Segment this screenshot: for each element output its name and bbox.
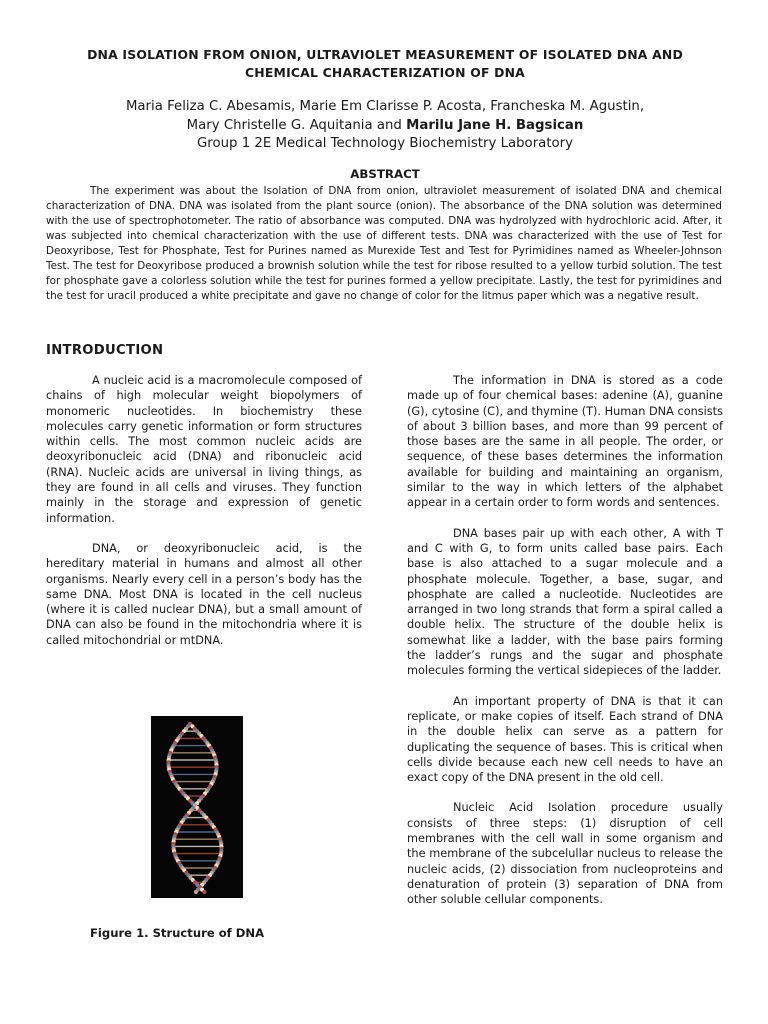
intro-paragraph: A nucleic acid is a macromolecule composed of chains of high molecular weight biopolymers of monomeric nucleotides. In biochemistry these molecules carry genetic information or form structures within cells. The most common nucleic acids are deoxyribonucleic acid (DNA) and ribonucleic acid (RNA). Nucleic acids are universal in living things, as they are found in all cells and viruses. They function mainly in the storage and expression of genetic information.: [46, 374, 362, 525]
affiliation: Group 1 2E Medical Technology Biochemistry Laboratory: [196, 136, 573, 151]
authors-line-2: [40, 117, 730, 136]
introduction-heading: INTRODUCTION: [46, 343, 164, 358]
title-line-1: DNA ISOLATION FROM ONION, ULTRAVIOLET MEASUREMENT OF ISOLATED DNA AND: [87, 47, 683, 62]
left-column: [46, 373, 362, 663]
figure-caption: Figure 1. Structure of DNA: [90, 926, 265, 940]
authors-line-2-start: Mary Christelle G. Aquitania and: [186, 117, 402, 133]
title-line-2: CHEMICAL CHARACTERIZATION OF DNA: [245, 65, 525, 80]
backbone-atom: [202, 890, 206, 894]
dna-helix-image: [151, 716, 243, 898]
backbone-atom: [194, 890, 198, 894]
paper-title: [40, 46, 730, 82]
abstract-body: The experiment was about the Isolation of DNA from onion, ultraviolet measurement of isolated DNA and chemical characterization of DNA. DNA was isolated from the plant source (onion). The absorbance of the DNA solution was determined with the use of spectrophotometer. The ratio of absorbance was computed. DNA was hydrolyzed with hydrochloric acid. After, it was subjected into chemical characterization with the use of different tests. DNA was characterized with the use of Test for Deoxyribose, Test for Phosphate, Test for Purines named as Murexide Test and Test for Pyrimidines named as Wheeler-Johnson Test. The test for Deoxyribose produced a brownish solution while the test for ribose resulted to a yellow turbid solution. The test for phosphate gave a colorless solution while the test for purines formed a yellow precipitate. Lastly, the test for pyrimidines and the test for uracil produced a white precipitate and gave no change of color for the litmus paper which was a negative result.: [46, 185, 722, 302]
corresponding-author: Marilu Jane H. Bagsican: [406, 117, 584, 133]
authors-line-1: Maria Feliza C. Abesamis, Marie Em Clarisse P. Acosta, Francheska M. Agustin,: [125, 99, 645, 114]
intro-paragraph: The information in DNA is stored as a code made up of four chemical bases: adenine (A), guanine (G), cytosine (C), and thymine (T). Human DNA consists of about 3 billion bases, and more than 99 percent of those bases are the same in all people. The order, or sequence, of these bases determines the information available for building and maintaining an organism, similar to the way in which letters of the alphabet appear in a certain order to form words and sentences.: [407, 374, 723, 510]
author-block: [40, 98, 730, 154]
dna-helix-figure: [151, 716, 243, 898]
intro-paragraph: DNA bases pair up with each other, A with T and C with G, to form units called base pairs. Each base is also attached to a sugar molecule and a phosphate molecule. Together, a base, sugar, and phosphate are called a nucleotide. Nucleotides are arranged in two long strands that form a spiral called a double helix. The structure of the double helix is somewhat like a ladder, with the base pairs forming the ladder’s rungs and the sugar and phosphate molecules forming the vertical sidepieces of the ladder.: [407, 526, 723, 678]
intro-paragraph: An important property of DNA is that it can replicate, or make copies of itself. Each strand of DNA in the double helix can serve as a pattern for duplicating the sequence of bases. This is critical when cells divide because each new cell needs to have an exact copy of the DNA present in the old cell.: [407, 694, 723, 785]
abstract-heading: ABSTRACT: [350, 167, 420, 181]
intro-paragraph: DNA, or deoxyribonucleic acid, is the hereditary material in humans and almost all other organisms. Nearly every cell in a person’s body has the same DNA. Most DNA is located in the cell nucleus (where it is called nuclear DNA), but a small amount of DNA can also be found in the mitochondria where it is called mitochondrial or mtDNA.: [46, 541, 362, 647]
right-column: [407, 373, 723, 923]
intro-paragraph: Nucleic Acid Isolation procedure usually consists of three steps: (1) disruption of cell membranes with the cell wall in some organism and the membrane of the subcelullar nucleus to release the nucleic acids, (2) dissociation from nucleoproteins and denaturation of protein (3) separation of DNA from other soluble cellular components.: [407, 801, 723, 907]
